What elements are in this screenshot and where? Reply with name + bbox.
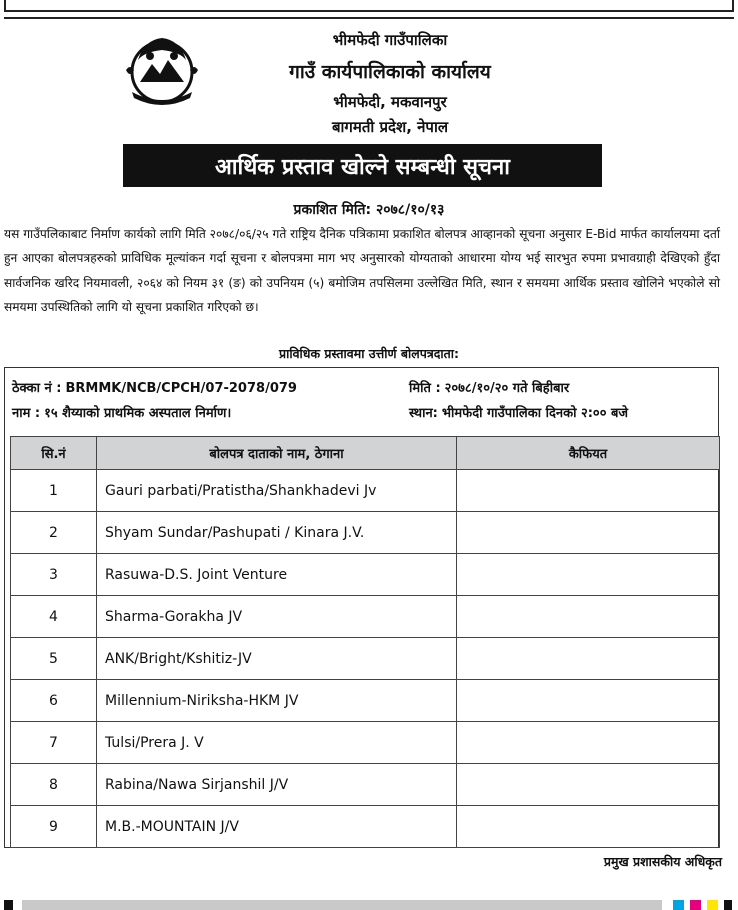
notice-title: आर्थिक प्रस्ताव खोल्ने सम्बन्धी सूचना [215, 154, 510, 180]
table-row [11, 722, 720, 764]
bidder-name-cell: Tulsi/Prera J. V [97, 722, 457, 764]
header-bidder-name: बोलपत्र दाताको नाम, ठेगाना [97, 437, 457, 470]
opening-place-label: स्थान: [409, 406, 438, 421]
opening-date-label: मिति : [409, 381, 441, 396]
table-row [11, 470, 720, 512]
serial-cell: 6 [11, 680, 97, 722]
office-place: भीमफेदी, मकवानपुर [333, 93, 447, 111]
bidder-name-cell: Sharma-Gorakha JV [97, 596, 457, 638]
table-row [11, 764, 720, 806]
opening-date-value: २०७८/१०/२० गते बिहीबार [444, 381, 570, 396]
serial-cell: 1 [11, 470, 97, 512]
bidder-name-cell: Millennium-Niriksha-HKM JV [97, 680, 457, 722]
color-swatch-black [724, 900, 732, 910]
contract-number [12, 378, 297, 396]
serial-cell: 2 [11, 512, 97, 554]
bidder-name-cell: ANK/Bright/Kshitiz-JV [97, 638, 457, 680]
table-row [11, 512, 720, 554]
serial-cell: 7 [11, 722, 97, 764]
remarks-cell [457, 512, 720, 554]
province: बागमती प्रदेश, नेपाल [331, 118, 449, 136]
table-row [11, 554, 720, 596]
office-name: गाउँ कार्यपालिकाको कार्यालय [289, 61, 491, 83]
remarks-cell [457, 764, 720, 806]
contract-number-value: BRMMK/NCB/CPCH/07-2078/079 [65, 381, 297, 396]
work-name [12, 403, 231, 421]
published-date: प्रकाशित मिति: २०७८/१०/१३ [293, 202, 445, 218]
remarks-cell [457, 554, 720, 596]
color-swatch-yellow [707, 900, 718, 910]
table-header-row [11, 437, 720, 470]
org-name: भीमफेदी गाउँपालिका [332, 31, 448, 49]
color-swatch-magenta [690, 900, 701, 910]
serial-cell: 5 [11, 638, 97, 680]
serial-cell: 9 [11, 806, 97, 848]
bidder-name-cell: Shyam Sundar/Pashupati / Kinara J.V. [97, 512, 457, 554]
signature-title: प्रमुख प्रशासकीय अधिकृत [603, 854, 722, 869]
remarks-cell [457, 596, 720, 638]
table-row [11, 596, 720, 638]
table-row [11, 680, 720, 722]
work-name-label: नाम : [12, 406, 41, 421]
work-name-value: १५ शैय्याको प्राथमिक अस्पताल निर्माण। [44, 406, 232, 421]
bidder-name-cell: Rabina/Nawa Sirjanshil J/V [97, 764, 457, 806]
top-rule [4, 17, 734, 19]
table-row [11, 638, 720, 680]
notice-title-banner [123, 144, 602, 187]
bottom-gray-bar [22, 900, 662, 910]
table-row [11, 806, 720, 848]
serial-cell: 3 [11, 554, 97, 596]
bidder-name-cell: Rasuwa-D.S. Joint Venture [97, 554, 457, 596]
header-serial: सि.नं [11, 437, 97, 470]
opening-place [409, 403, 628, 421]
remarks-cell [457, 470, 720, 512]
remarks-cell [457, 638, 720, 680]
qualified-bidders-heading: प्राविधिक प्रस्तावमा उत्तीर्ण बोलपत्रदाता: [279, 346, 459, 361]
color-swatch-cyan [673, 900, 684, 910]
remarks-cell [457, 806, 720, 848]
opening-date [409, 378, 569, 396]
header-remarks: कैफियत [457, 437, 720, 470]
opening-place-value: भीमफेदी गाउँपालिका दिनको २:०० बजे [441, 406, 629, 421]
top-frame-border [4, 0, 734, 12]
remarks-cell [457, 722, 720, 764]
remarks-cell [457, 680, 720, 722]
bidder-name-cell: M.B.-MOUNTAIN J/V [97, 806, 457, 848]
bidder-name-cell: Gauri parbati/Pratistha/Shankhadevi Jv [97, 470, 457, 512]
notice-body: यस गाउँपलिकाबाट निर्माण कार्यको लागि मिति २०७८/०६/२५ गते राष्ट्रिय दैनिक पत्रिकामा प्रकाशित बोलपत्र आव्हानको सूचना अनुसार E-Bid मार्फत कार्यालयमा दर्ता हुन आएका बोलपत्रहरुको प्राविधिक मूल्यांकन गर्दा सूचना र बोलपत्रमा माग भए अनुसारको योग्यताको आधारमा योग्य भई सारभुत रुपमा प्रभावग्राही देखिएको हुँदा सार्वजनिक खरिद नियमावली, २०६४ को नियम ३१ (ङ) को उपनियम (५) बमोजिम तपसिलमा उल्लेखित मिति, स्थान र समयमा आर्थिक प्रस्ताव खोलिने भएकोले सो समयमा उपस्थितिको लागि यो सूचना प्रकाशित गरिएको छ। [4, 227, 720, 315]
bidders-table [10, 436, 720, 848]
contract-number-label: ठेक्का नं : [12, 381, 62, 396]
serial-cell: 4 [11, 596, 97, 638]
registration-mark [4, 900, 13, 910]
serial-cell: 8 [11, 764, 97, 806]
